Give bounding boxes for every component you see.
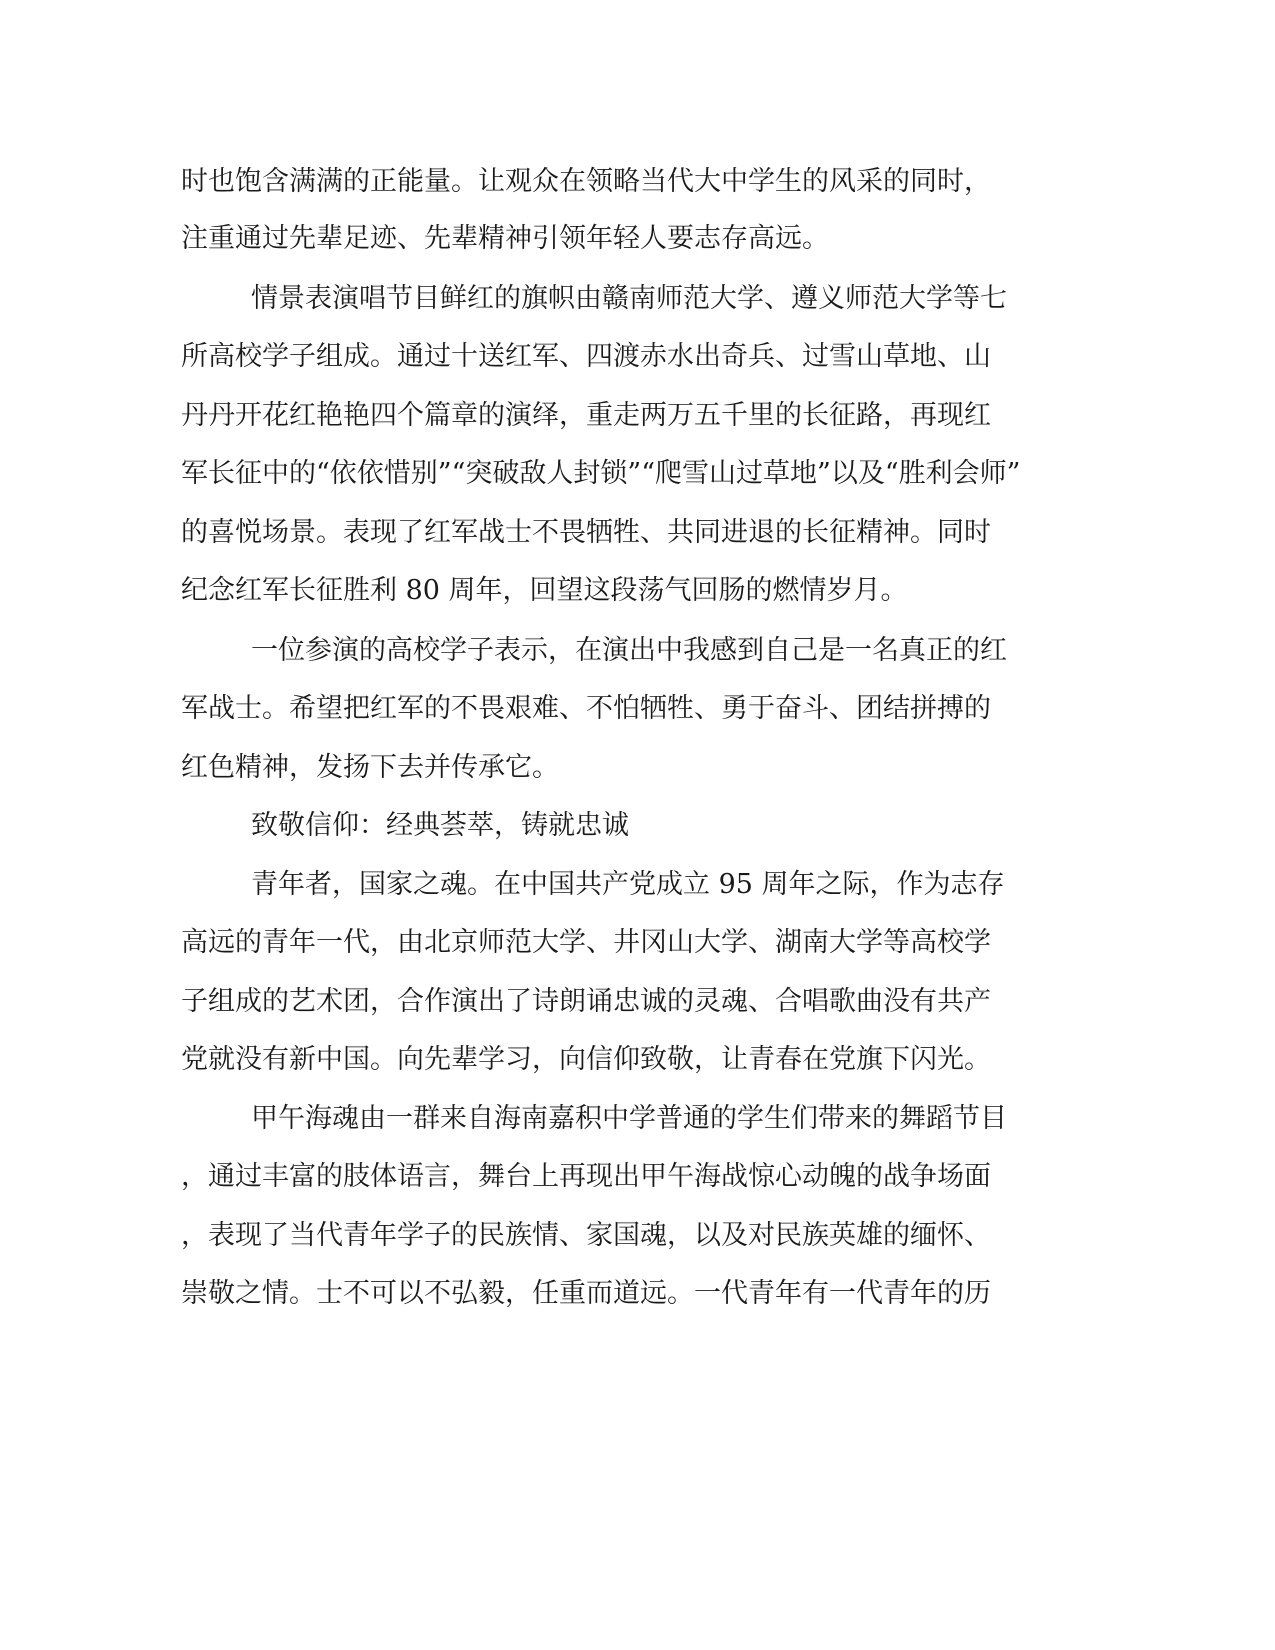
line-text: 红色精神，发扬下去并传承它。 bbox=[181, 752, 559, 783]
text-line bbox=[0, 1157, 1275, 1197]
text-line bbox=[0, 1274, 1275, 1314]
line-text: 党就没有新中国。向先辈学习，向信仰致敬，让青春在党旗下闪光。 bbox=[181, 1044, 991, 1075]
text-line bbox=[0, 279, 1275, 319]
section-heading bbox=[0, 806, 1275, 846]
line-text: 时也饱含满满的正能量。让观众在领略当代大中学生的风采的同时， bbox=[181, 166, 991, 197]
line-text: 丹丹开花红艳艳四个篇章的演绎，重走两万五千里的长征路，再现红 bbox=[181, 400, 991, 431]
line-text: 注重通过先辈足迹、先辈精神引领年轻人要志存高远。 bbox=[181, 223, 829, 254]
text-line bbox=[0, 982, 1275, 1022]
line-text: ，通过丰富的肢体语言，舞台上再现出甲午海战惊心动魄的战争场面 bbox=[181, 1161, 991, 1192]
text-line bbox=[0, 571, 1275, 611]
text-line bbox=[0, 454, 1275, 494]
text-line bbox=[0, 631, 1275, 671]
line-text: 所高校学子组成。通过十送红军、四渡赤水出奇兵、过雪山草地、山 bbox=[181, 341, 991, 372]
text-line bbox=[0, 1099, 1275, 1139]
line-text: 青年者，国家之魂。在中国共产党成立 95 周年之际，作为志存 bbox=[251, 869, 1005, 900]
heading-text: 致敬信仰：经典荟萃，铸就忠诚 bbox=[251, 810, 629, 841]
text-line bbox=[0, 689, 1275, 729]
text-line bbox=[0, 162, 1275, 202]
text-line bbox=[0, 1216, 1275, 1256]
line-text: 崇敬之情。士不可以不弘毅，任重而道远。一代青年有一代青年的历 bbox=[181, 1278, 991, 1309]
line-text: 的喜悦场景。表现了红军战士不畏牺牲、共同进退的长征精神。同时 bbox=[181, 517, 991, 548]
text-line bbox=[0, 1040, 1275, 1080]
line-text: 高远的青年一代，由北京师范大学、井冈山大学、湖南大学等高校学 bbox=[181, 927, 991, 958]
text-line bbox=[0, 513, 1275, 553]
line-text: 甲午海魂由一群来自海南嘉积中学普通的学生们带来的舞蹈节目 bbox=[251, 1103, 1007, 1134]
text-line bbox=[0, 396, 1275, 436]
line-text: 情景表演唱节目鲜红的旗帜由赣南师范大学、遵义师范大学等七 bbox=[251, 283, 1007, 314]
line-text: 纪念红军长征胜利 80 周年，回望这段荡气回肠的燃情岁月。 bbox=[181, 575, 908, 606]
line-text: 军长征中的“依依惜别”“突破敌人封锁”“爬雪山过草地”以及“胜利会师” bbox=[181, 458, 1021, 489]
text-line bbox=[0, 923, 1275, 963]
line-text: 军战士。希望把红军的不畏艰难、不怕牺牲、勇于奋斗、团结拼搏的 bbox=[181, 693, 991, 724]
text-line bbox=[0, 337, 1275, 377]
line-text: 子组成的艺术团，合作演出了诗朗诵忠诚的灵魂、合唱歌曲没有共产 bbox=[181, 986, 991, 1017]
line-text: ，表现了当代青年学子的民族情、家国魂，以及对民族英雄的缅怀、 bbox=[181, 1220, 991, 1251]
text-line bbox=[0, 865, 1275, 905]
text-line bbox=[0, 219, 1275, 259]
line-text: 一位参演的高校学子表示，在演出中我感到自己是一名真正的红 bbox=[251, 635, 1007, 666]
text-line bbox=[0, 748, 1275, 788]
